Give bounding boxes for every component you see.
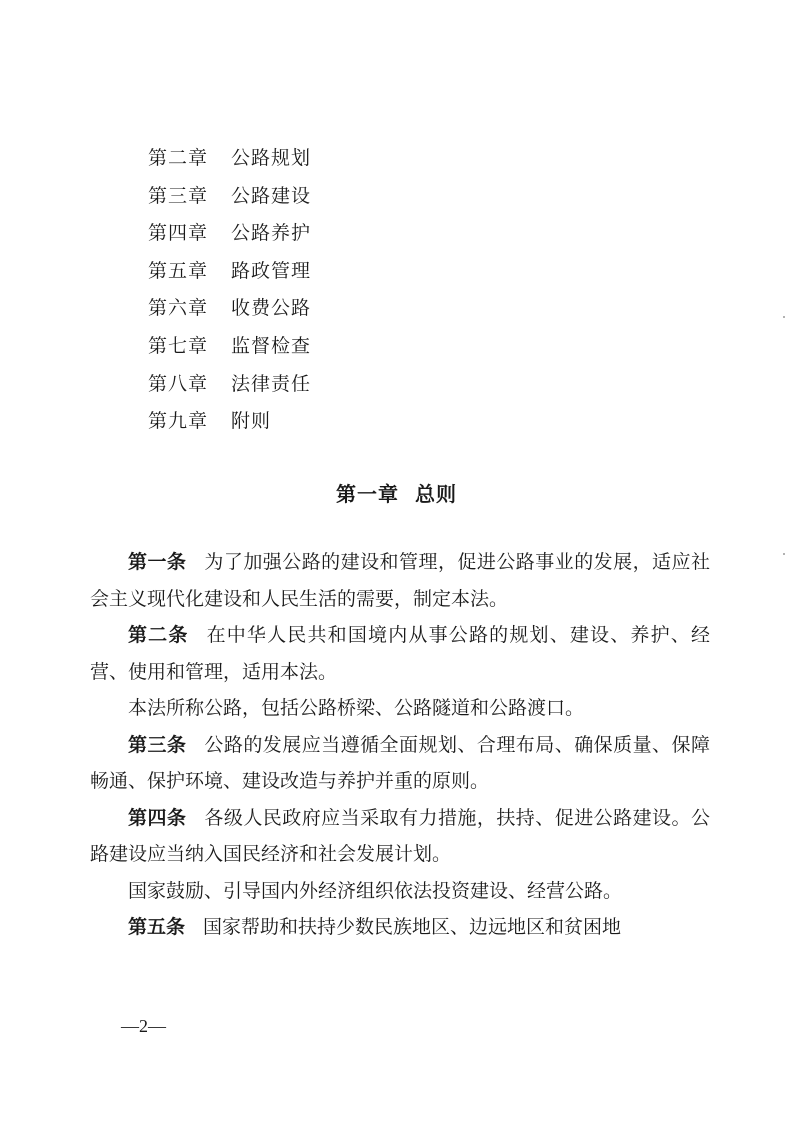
article-paragraph: [90, 873, 710, 910]
page-number: —2—: [121, 1016, 166, 1036]
toc-chapter-title: 公路养护: [231, 222, 312, 245]
toc-chapter-number: 第三章: [148, 184, 209, 207]
toc-chapter-title: 路政管理: [231, 259, 312, 282]
chapter-number: 第一章: [336, 482, 399, 506]
toc-item: [148, 143, 311, 181]
article-paragraph: [90, 909, 710, 946]
article-label: 第三条: [128, 733, 187, 756]
article-paragraph: [90, 727, 710, 800]
toc-chapter-title: 收费公路: [231, 297, 312, 320]
article-text: 国家鼓励、引导国内外经济组织依法投资建设、经营公路。: [128, 879, 623, 902]
article-paragraph: [90, 800, 710, 873]
toc-chapter-title: 公路建设: [231, 184, 312, 207]
toc-item: [148, 369, 311, 407]
article-paragraph: [90, 544, 710, 617]
chapter-heading: [0, 478, 793, 507]
article-paragraph: [90, 690, 710, 727]
scan-speck: [783, 316, 785, 318]
toc-chapter-number: 第六章: [148, 297, 209, 320]
table-of-contents: [148, 143, 311, 444]
toc-chapter-title: 监督检查: [231, 334, 312, 357]
article-text: 各级人民政府应当采取有力措施，扶持、促进公路建设。公路建设应当纳入国民经济和社会发展计划。: [90, 806, 710, 865]
article-text: 本法所称公路，包括公路桥梁、公路隧道和公路渡口。: [128, 697, 585, 719]
toc-chapter-number: 第二章: [148, 147, 209, 169]
article-label: 第四条: [128, 806, 187, 829]
article-text: 为了加强公路的建设和管理，促进公路事业的发展，适应社会主义现代化建设和人民生活的需要，制定本法。: [90, 551, 710, 610]
toc-item: [148, 331, 311, 369]
article-label: 第二条: [128, 624, 189, 646]
toc-item: [148, 181, 311, 219]
toc-item: [148, 218, 311, 256]
toc-item: [148, 256, 311, 294]
toc-chapter-number: 第九章: [148, 410, 209, 433]
article-label: 第一条: [128, 551, 187, 573]
toc-chapter-number: 第七章: [148, 334, 209, 357]
toc-chapter-number: 第五章: [148, 259, 209, 282]
scan-speck: [783, 553, 785, 555]
toc-chapter-title: 法律责任: [231, 372, 312, 395]
toc-item: [148, 406, 311, 444]
chapter-title: 总则: [415, 482, 457, 506]
article-text: 在中华人民共和国境内从事公路的规划、建设、养护、经营、使用和管理，适用本法。: [90, 624, 710, 683]
toc-chapter-number: 第四章: [148, 222, 209, 245]
toc-chapter-number: 第八章: [148, 372, 209, 395]
article-label: 第五条: [128, 916, 186, 938]
toc-item: [148, 293, 311, 331]
toc-chapter-title: 公路规划: [231, 147, 312, 169]
article-text: 公路的发展应当遵循全面规划、合理布局、确保质量、保障畅通、保护环境、建设改造与养护并重的原则。: [90, 733, 710, 792]
article-text: 国家帮助和扶持少数民族地区、边远地区和贫困地: [203, 916, 622, 938]
article-paragraph: [90, 617, 710, 690]
toc-chapter-title: 附则: [231, 410, 272, 433]
document-body: [90, 544, 710, 946]
